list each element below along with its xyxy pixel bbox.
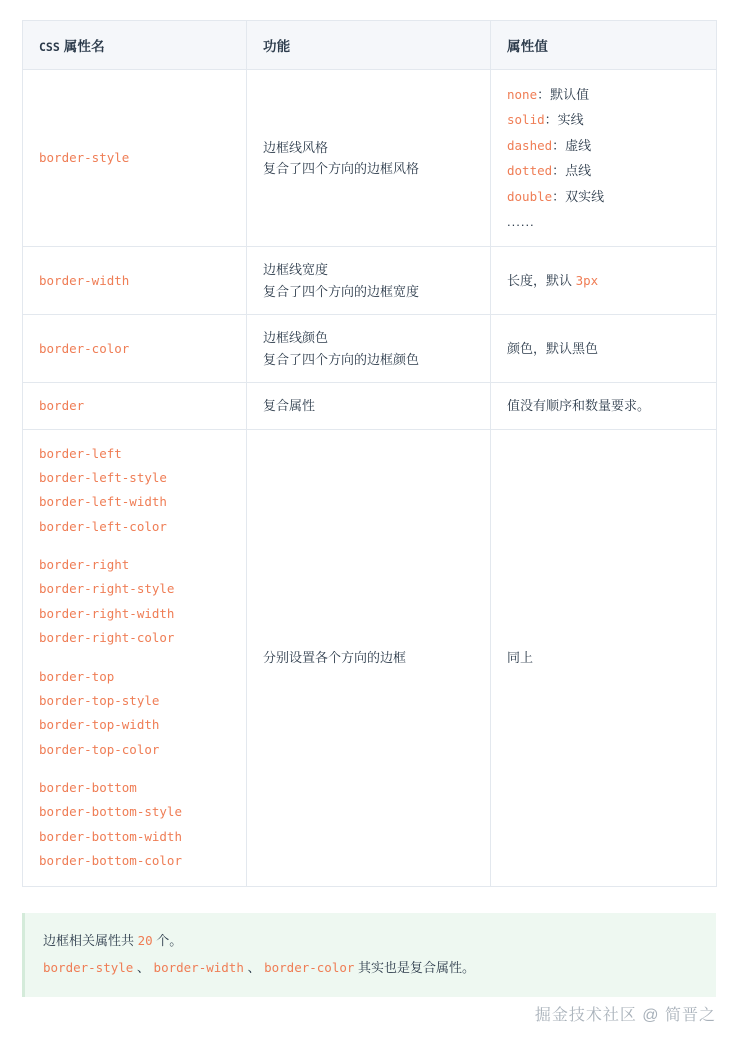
value-item-dashed xyxy=(507,133,700,158)
value-code: double xyxy=(507,188,553,204)
note-callout xyxy=(22,913,716,998)
code-border-bottom-width: border-bottom-width xyxy=(39,828,182,844)
column-header-function: 功能 xyxy=(247,21,491,70)
code-border-bottom-color: border-bottom-color xyxy=(39,853,182,869)
code-border-left: border-left xyxy=(39,445,122,461)
note-code-border-width: border-width xyxy=(153,959,244,975)
code-border-top-color: border-top-color xyxy=(39,741,160,757)
code-border-right-width: border-right-width xyxy=(39,605,175,621)
code-border-right: border-right xyxy=(39,557,130,573)
table-row xyxy=(23,429,717,886)
cell-values-border-style xyxy=(491,70,717,247)
value-code: dashed xyxy=(507,137,553,153)
value-colon: ： xyxy=(552,137,566,153)
note-count: 20 xyxy=(137,932,153,948)
table-row xyxy=(23,70,717,247)
cell-function-border xyxy=(247,382,491,429)
cell-function-border-width xyxy=(247,247,491,315)
watermark: 掘金技术社区 @ 简晋之 xyxy=(534,1007,716,1024)
cell-property-border-style xyxy=(23,70,247,247)
column-header-value: 属性值 xyxy=(491,21,717,70)
code-border-right-color: border-right-color xyxy=(39,630,175,646)
value-desc: 虚线 xyxy=(565,137,592,153)
value-code: dotted xyxy=(507,163,553,179)
table-row xyxy=(23,382,717,429)
code-border-color: border-color xyxy=(39,340,130,356)
value-item-ellipsis: ...... xyxy=(507,213,535,229)
cell-function-border-color xyxy=(247,315,491,383)
css-border-properties-table xyxy=(22,20,717,887)
cell-property-border xyxy=(23,382,247,429)
value-desc: 双实线 xyxy=(565,188,605,204)
column-header-property xyxy=(23,21,247,70)
value-item-solid xyxy=(507,107,700,132)
value-colon: ： xyxy=(544,112,558,128)
value-code: solid xyxy=(507,112,545,128)
code-border: border xyxy=(39,397,85,413)
function-line-2: 复合了四个方向的边框宽度 xyxy=(263,283,420,299)
note-line-2-tail: 其实也是复合属性。 xyxy=(354,959,476,975)
column-header-property-text: 属性名 xyxy=(59,39,105,54)
value-item-dotted xyxy=(507,158,700,183)
note-sep-1: 、 xyxy=(133,959,154,975)
code-border-top-style: border-top-style xyxy=(39,692,160,708)
note-line-1-prefix: 边框相关属性共 xyxy=(43,932,138,948)
code-border-left-style: border-left-style xyxy=(39,469,167,485)
function-line-1: 边框线宽度 xyxy=(263,262,329,278)
value-desc: 实线 xyxy=(557,112,584,128)
code-border-left-width: border-left-width xyxy=(39,494,167,510)
value-colon: ： xyxy=(552,163,566,179)
function-line-2: 复合了四个方向的边框风格 xyxy=(263,161,420,177)
code-border-right-style: border-right-style xyxy=(39,581,175,597)
note-code-border-color: border-color xyxy=(264,959,355,975)
cell-property-border-color xyxy=(23,315,247,383)
value-item-double xyxy=(507,184,700,209)
value-text-prefix: 长度，默认 xyxy=(507,272,576,288)
table-header xyxy=(23,21,717,70)
table-row xyxy=(23,315,717,383)
value-code: none xyxy=(507,87,538,102)
value-code-3px: 3px xyxy=(575,272,599,288)
note-line-2 xyxy=(43,954,698,981)
property-group-bottom xyxy=(39,776,230,874)
value-item-none xyxy=(507,82,700,107)
cell-values-border: 值没有顺序和数量要求。 xyxy=(491,382,717,429)
function-line-2: 复合了四个方向的边框颜色 xyxy=(263,351,420,367)
cell-property-directional xyxy=(23,429,247,886)
table-body xyxy=(23,70,717,887)
note-sep-2: 、 xyxy=(243,959,265,975)
property-group-left xyxy=(39,442,230,540)
function-line-1: 边框线颜色 xyxy=(263,330,329,346)
table-row xyxy=(23,247,717,315)
note-code-border-style: border-style xyxy=(43,959,134,975)
note-line-1-suffix: 个。 xyxy=(152,932,183,948)
value-desc: 点线 xyxy=(565,163,592,179)
cell-property-border-width xyxy=(23,247,247,315)
code-border-width: border-width xyxy=(39,272,130,288)
value-colon: ： xyxy=(537,87,551,102)
directional-property-list xyxy=(39,442,230,874)
cell-values-border-width xyxy=(491,247,717,315)
property-group-right xyxy=(39,553,230,651)
function-line-1: 分别设置各个方向的边框 xyxy=(263,649,407,665)
code-border-top: border-top xyxy=(39,668,115,684)
function-line-1: 边框线风格 xyxy=(263,139,329,155)
value-list xyxy=(507,82,700,234)
cell-values-border-color: 颜色，默认黑色 xyxy=(491,315,717,383)
value-colon: ： xyxy=(552,188,566,204)
note-line-1 xyxy=(43,927,698,954)
property-group-top xyxy=(39,665,230,763)
function-line-1: 复合属性 xyxy=(263,398,316,414)
cell-values-directional: 同上 xyxy=(491,429,717,886)
code-border-top-width: border-top-width xyxy=(39,717,160,733)
code-border-style: border-style xyxy=(39,150,130,166)
value-desc: 默认值 xyxy=(550,87,590,102)
code-border-left-color: border-left-color xyxy=(39,518,167,534)
code-border-bottom-style: border-bottom-style xyxy=(39,804,182,820)
table-header-row xyxy=(23,21,717,70)
cell-function-border-style xyxy=(247,70,491,247)
cell-function-directional xyxy=(247,429,491,886)
code-border-bottom: border-bottom xyxy=(39,780,137,796)
column-header-property-mono: CSS xyxy=(39,40,60,54)
